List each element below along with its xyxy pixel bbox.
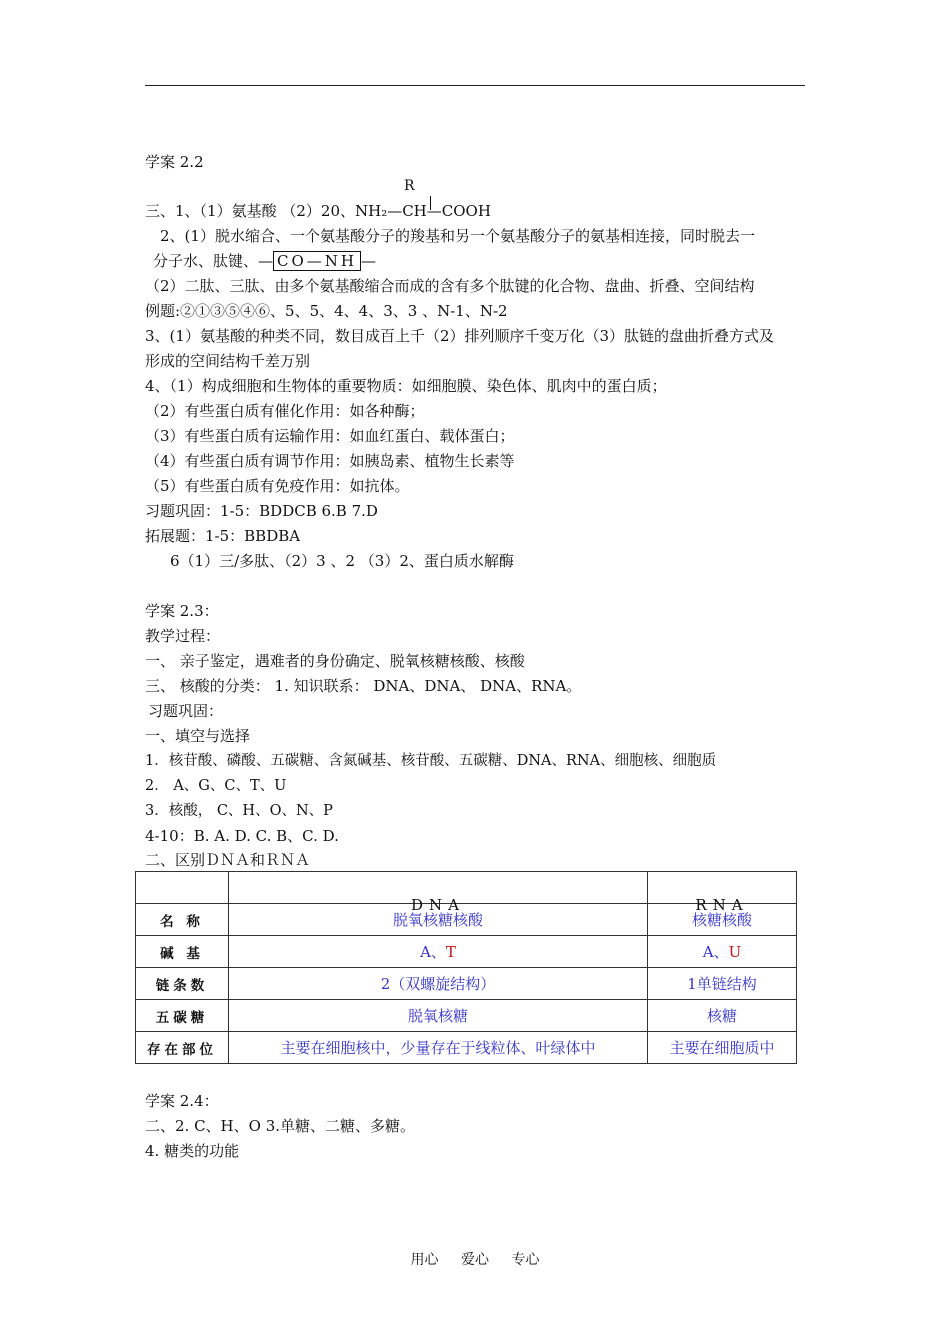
answer-line <box>153 251 376 271</box>
answer-line: （5）有些蛋白质有免疫作用：如抗体。 <box>145 477 410 495</box>
table-row <box>136 936 797 968</box>
rna-cell: 1单链结构 <box>648 968 797 1000</box>
answer-line: （3）有些蛋白质有运输作用：如血红蛋白、载体蛋白； <box>145 427 515 445</box>
answer-line: （4）有些蛋白质有调节作用：如胰岛素、植物生长素等 <box>145 452 515 470</box>
answer-line: （2）有些蛋白质有催化作用：如各种酶； <box>145 402 425 420</box>
table-header-rna: RNA <box>648 872 797 904</box>
answer-line: 2． A、G、C、T、U <box>145 778 287 794</box>
answer-line: 二、2. C、H、O 3.单糖、二糖、多糖。 <box>145 1117 416 1135</box>
dna-cell: 脱氧核糖 <box>229 1000 648 1032</box>
answer-line: 3．核酸， C、H、O、N、P <box>145 803 333 819</box>
answer-line: （2）二肽、三肽、由多个氨基酸缩合而成的含有多个肽键的化合物、盘曲、折叠、空间结构 <box>145 277 755 295</box>
section-title-2-3: 学案 2.3： <box>145 602 219 620</box>
answer-line: 例题:②①③⑤④⑥、5、5、4、4、3、3 、N-1、N-2 <box>145 302 508 320</box>
answer-line: 一、填空与选择 <box>145 727 251 745</box>
answer-line: 4-10：B. A. D. C. B、C. D. <box>145 827 339 845</box>
row-label: 五碳糖 <box>136 1000 229 1032</box>
dna-cell: 2（双螺旋结构） <box>229 968 648 1000</box>
peptide-bond-box: CO—NH <box>273 251 361 271</box>
answer-line: 教学过程： <box>145 627 221 645</box>
answer-text: 分子水、肽键、— <box>153 252 274 270</box>
table-header-dna: DNA <box>229 872 648 904</box>
rna-cell: A、U <box>648 936 797 968</box>
rna-cell: 主要在细胞质中 <box>648 1032 797 1064</box>
table-header-corner <box>136 872 229 904</box>
answer-text: — <box>361 252 376 270</box>
row-label: 碱 基 <box>136 936 229 968</box>
answer-line: 2、(1）脱水缩合、一个氨基酸分子的羧基和另一个氨基酸分子的氨基相连接，同时脱去一 <box>160 227 755 245</box>
table-header-row <box>136 872 797 904</box>
rna-cell: 核糖 <box>648 1000 797 1032</box>
answer-line: 形成的空间结构千差万别 <box>145 352 311 370</box>
answer-line: 4、（1）构成细胞和生物体的重要物质：如细胞膜、染色体、肌肉中的蛋白质； <box>145 377 667 395</box>
row-label: 链条数 <box>136 968 229 1000</box>
table-row <box>136 1000 797 1032</box>
section-title-2-2: 学案 2.2 <box>145 153 204 171</box>
answer-line: 3、(1）氨基酸的种类不同，数目成百上千（2）排列顺序千变万化（3）肽链的盘曲折叠方式及 <box>145 327 775 345</box>
section-title-2-4: 学案 2.4： <box>145 1092 219 1110</box>
dna-cell: A、T <box>229 936 648 968</box>
dna-cell: 脱氧核糖核酸 <box>229 904 648 936</box>
header-rule <box>145 85 805 86</box>
answer-line: 4. 糖类的功能 <box>145 1142 240 1160</box>
answer-line: 二、区别ＤＮＡ和ＲＮＡ <box>145 851 311 869</box>
answer-line: 一、 亲子鉴定，遇难者的身份确定、脱氧核糖核酸、核酸 <box>145 652 525 670</box>
answer-line: 习题巩固：1-5：BDDCB 6.B 7.D <box>145 502 378 520</box>
answer-line: 1．核苷酸、磷酸、五碳糖、含氮碱基、核苷酸、五碳糖、DNA、RNA、细胞核、细胞质 <box>145 753 717 769</box>
dna-rna-comparison-table <box>135 871 797 1064</box>
table-row <box>136 1032 797 1064</box>
answer-line: 6（1）三/多肽、（2）3 、2 （3）2、蛋白质水解酶 <box>170 552 514 570</box>
answer-line: 拓展题：1-5：BBDBA <box>145 527 301 545</box>
answer-line: 三、1、（1）氨基酸 （2）20、NH₂—CH—COOH <box>145 202 491 220</box>
page-footer: 用心 爱心 专心 <box>410 1252 540 1268</box>
answer-line: 三、 核酸的分类： 1. 知识联系： DNA、DNA、 DNA、RNA。 <box>145 677 582 695</box>
row-label: 名 称 <box>136 904 229 936</box>
rna-cell: 核糖核酸 <box>648 904 797 936</box>
table-row <box>136 968 797 1000</box>
dna-cell: 主要在细胞核中，少量存在于线粒体、叶绿体中 <box>229 1032 648 1064</box>
r-group-label: R <box>404 178 415 194</box>
answer-line: 习题巩固： <box>148 702 224 720</box>
row-label: 存在部位 <box>136 1032 229 1064</box>
